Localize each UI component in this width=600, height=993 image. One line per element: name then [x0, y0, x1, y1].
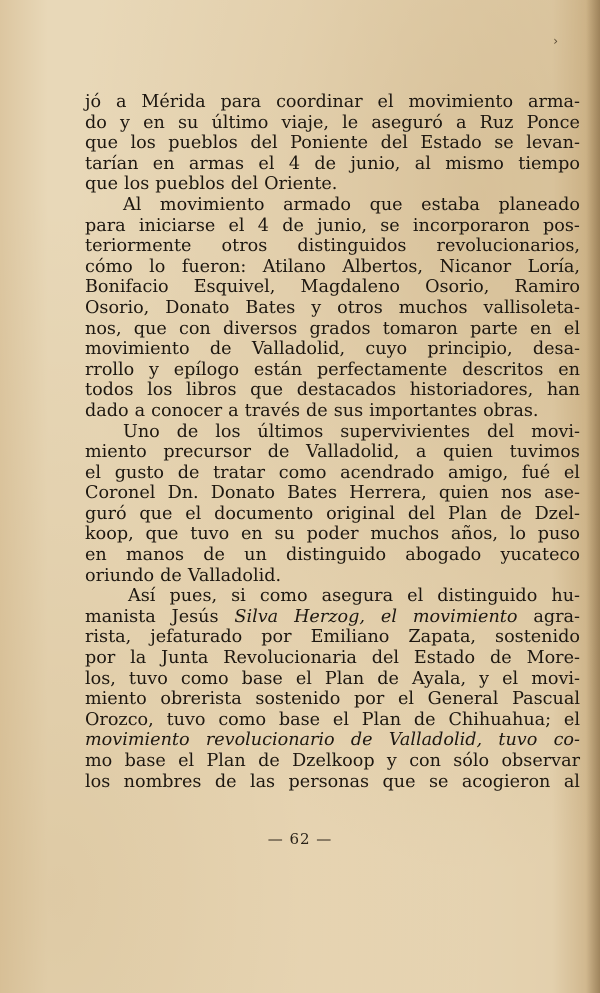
text-line: Bonifacio Esquivel, Magdaleno Osorio, Ramiro: [85, 277, 580, 298]
text-line: los, tuvo como base el Plan de Ayala, y el movi-: [85, 668, 580, 689]
paragraph: [85, 586, 580, 792]
paragraph: [85, 195, 580, 422]
text-line: rista, jefaturado por Emiliano Zapata, sostenido: [85, 627, 580, 648]
text-line: para iniciarse el 4 de junio, se incorporaron pos-: [85, 215, 580, 236]
page-number: — 62 —: [267, 830, 333, 848]
text-line: que los pueblos del Poniente del Estado se levan-: [85, 133, 580, 154]
text-line: el gusto de tratar como acendrado amigo, fué el: [85, 462, 580, 483]
text-line: oriundo de Valladolid.: [85, 565, 282, 586]
text-line: Coronel Dn. Donato Bates Herrera, quien nos ase-: [85, 483, 580, 504]
text-line: mo base el Plan de Dzelkoop y con sólo observar: [85, 751, 580, 771]
text-line: tarían en armas el 4 de junio, al mismo tiempo: [85, 153, 580, 174]
paragraph: [85, 422, 580, 587]
body-text: [85, 92, 580, 792]
text-line: los nombres de las personas que se acogieron al: [85, 771, 580, 792]
text-line: jó a Mérida para coordinar el movimiento arma-: [85, 92, 580, 112]
paragraph: [85, 92, 580, 195]
text-line: manista Jesús Silva Herzog, el movimiento agra-: [85, 606, 580, 627]
text-line: koop, que tuvo en su poder muchos años, lo puso: [85, 524, 580, 545]
text-line: do y en su último viaje, le aseguró a Ruz Ponce: [85, 112, 580, 133]
corner-mark: ›: [553, 34, 558, 48]
text-line: miento obrerista sostenido por el General Pascual: [85, 689, 580, 710]
text-line: movimiento revolucionario de Valladolid, tuvo co-: [85, 730, 580, 751]
text-line: movimiento de Valladolid, cuyo principio, desa-: [85, 339, 580, 360]
text-line: Orozco, tuvo como base el Plan de Chihuahua; el: [85, 709, 580, 730]
text-line: Uno de los últimos supervivientes del movi-: [123, 421, 580, 442]
text-line: rrollo y epílogo están perfectamente descritos en: [85, 359, 580, 380]
text-line: teriormente otros distinguidos revolucionarios,: [85, 236, 580, 257]
text-line: miento precursor de Valladolid, a quien tuvimos: [85, 442, 580, 463]
text-line: Así pues, si como asegura el distinguido hu-: [128, 586, 580, 607]
text-line: cómo lo fueron: Atilano Albertos, Nicanor Loría,: [85, 256, 580, 277]
text-line: Al movimiento armado que estaba planeado: [123, 194, 580, 215]
text-line: que los pueblos del Oriente.: [85, 174, 338, 195]
text-line: en manos de un distinguido abogado yucateco: [85, 545, 580, 566]
text-line: nos, que con diversos grados tomaron parte en el: [85, 318, 580, 339]
text-line: dado a conocer a través de sus importantes obras.: [85, 400, 539, 421]
text-line: Osorio, Donato Bates y otros muchos vallisoleta-: [85, 297, 580, 318]
text-line: por la Junta Revolucionaria del Estado de More-: [85, 648, 580, 669]
text-line: todos los libros que destacados historiadores, han: [85, 380, 580, 401]
text-line: guró que el documento original del Plan de Dzel-: [85, 503, 580, 524]
